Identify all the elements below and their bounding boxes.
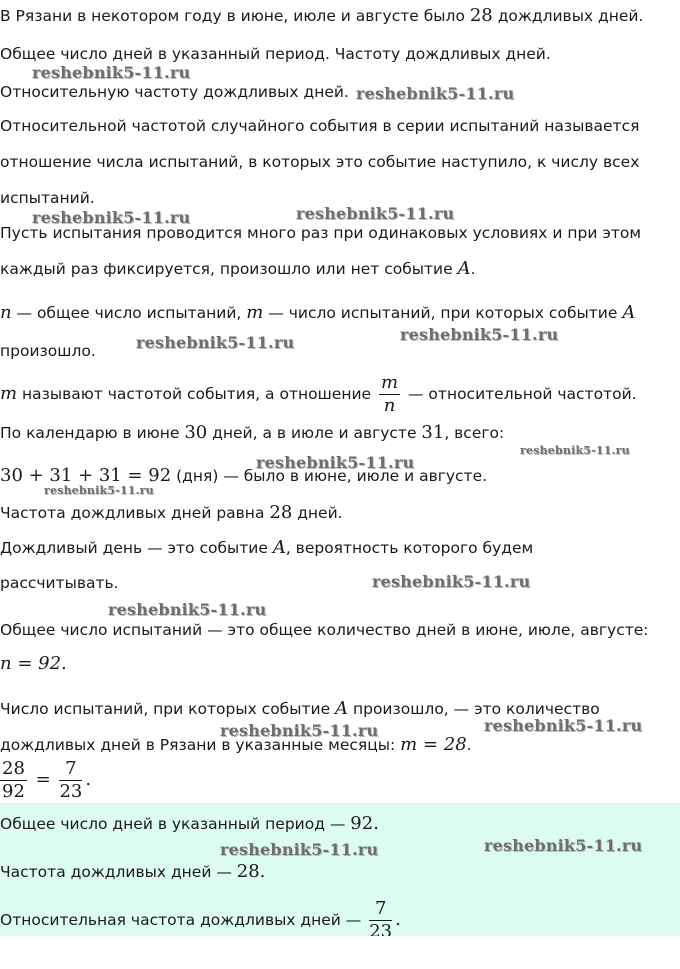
watermark: reshebnik5-11.ru [220,721,379,740]
watermark: reshebnik5-11.ru [484,836,643,855]
problem-line-2: Общее число дней в указанный период. Частоту дождливых дней. [0,45,551,63]
watermark: reshebnik5-11.ru [372,572,531,591]
answer-line-2: Частота дождливых дней — 28. [0,861,266,882]
fraction-7-23-answer: $\frac{7}{23}$ [369,898,393,936]
text-line-9: n — общее число испытаний, m — число испытаний, при которых событие A [0,302,636,323]
fraction-m-over-n: $\frac{m}{n}$ [381,372,399,416]
text-line-20: дождливых дней в Рязани в указанные месяцы: m = 28. [0,734,472,755]
watermark: reshebnik5-11.ru [520,444,630,457]
text-line-12: По календарю в июне 30 дней, а в июле и августе 31, всего: [0,422,505,443]
watermark: reshebnik5-11.ru [108,600,267,619]
watermark: reshebnik5-11.ru [32,208,191,227]
watermark: reshebnik5-11.ru [136,333,295,352]
answer-line-3: Относительная частота дождливых дней — $\frac{7}{23}$ . [0,898,401,936]
watermark: reshebnik5-11.ru [44,484,154,497]
fraction-28-92: $\frac{28}{92}$ [2,758,25,802]
watermark: reshebnik5-11.ru [400,325,559,344]
watermark: reshebnik5-11.ru [296,204,455,223]
definition-line-1: Относительной частотой случайного события в серии испытаний называется [0,117,640,135]
definition-line-3: испытаний. [0,189,95,207]
text-line-16: рассчитывать. [0,574,119,592]
answer-line-1: Общее число дней в указанный период — 92. [0,813,379,834]
text-line-7: Пусть испытания проводится много раз при одинаковых условиях и при этом [0,224,642,242]
text-line-8: каждый раз фиксируется, произошло или нет событие A. [0,258,476,279]
problem-line-3: Относительную частоту дождливых дней. [0,83,349,101]
text-line-19: Число испытаний, при которых событие A произошло, — это количество [0,698,600,719]
text-line-11: m называют частотой события, а отношение $\frac{m}{n}$ — относительной частотой. [0,372,637,416]
text-line-17: Общее число испытаний — это общее количество дней в июне, июле, августе: [0,621,649,639]
watermark: reshebnik5-11.ru [32,63,191,82]
watermark: reshebnik5-11.ru [356,84,515,103]
text-line-18: n = 92. [0,653,67,674]
watermark: reshebnik5-11.ru [484,716,643,735]
fraction-7-23: $\frac{7}{23}$ [59,758,83,802]
text-line-14: Частота дождливых дней равна 28 дней. [0,502,343,523]
text-line-10: произошло. [0,342,96,360]
watermark: reshebnik5-11.ru [220,840,379,859]
definition-line-2: отношение числа испытаний, в которых это событие наступило, к числу всех [0,153,640,171]
watermark: reshebnik5-11.ru [256,453,415,472]
text-line-13: 30 + 31 + 31 = 92 (дня) — было в июне, июле и августе. [0,465,488,486]
problem-line-1: В Рязани в некотором году в июне, июле и августе было 28 дождливых дней. [0,5,644,26]
text-line-21: $\frac{28}{92}$ = $\frac{7}{23}$ . [2,758,92,802]
text-line-15: Дождливый день — это событие A, вероятность которого будем [0,537,534,558]
